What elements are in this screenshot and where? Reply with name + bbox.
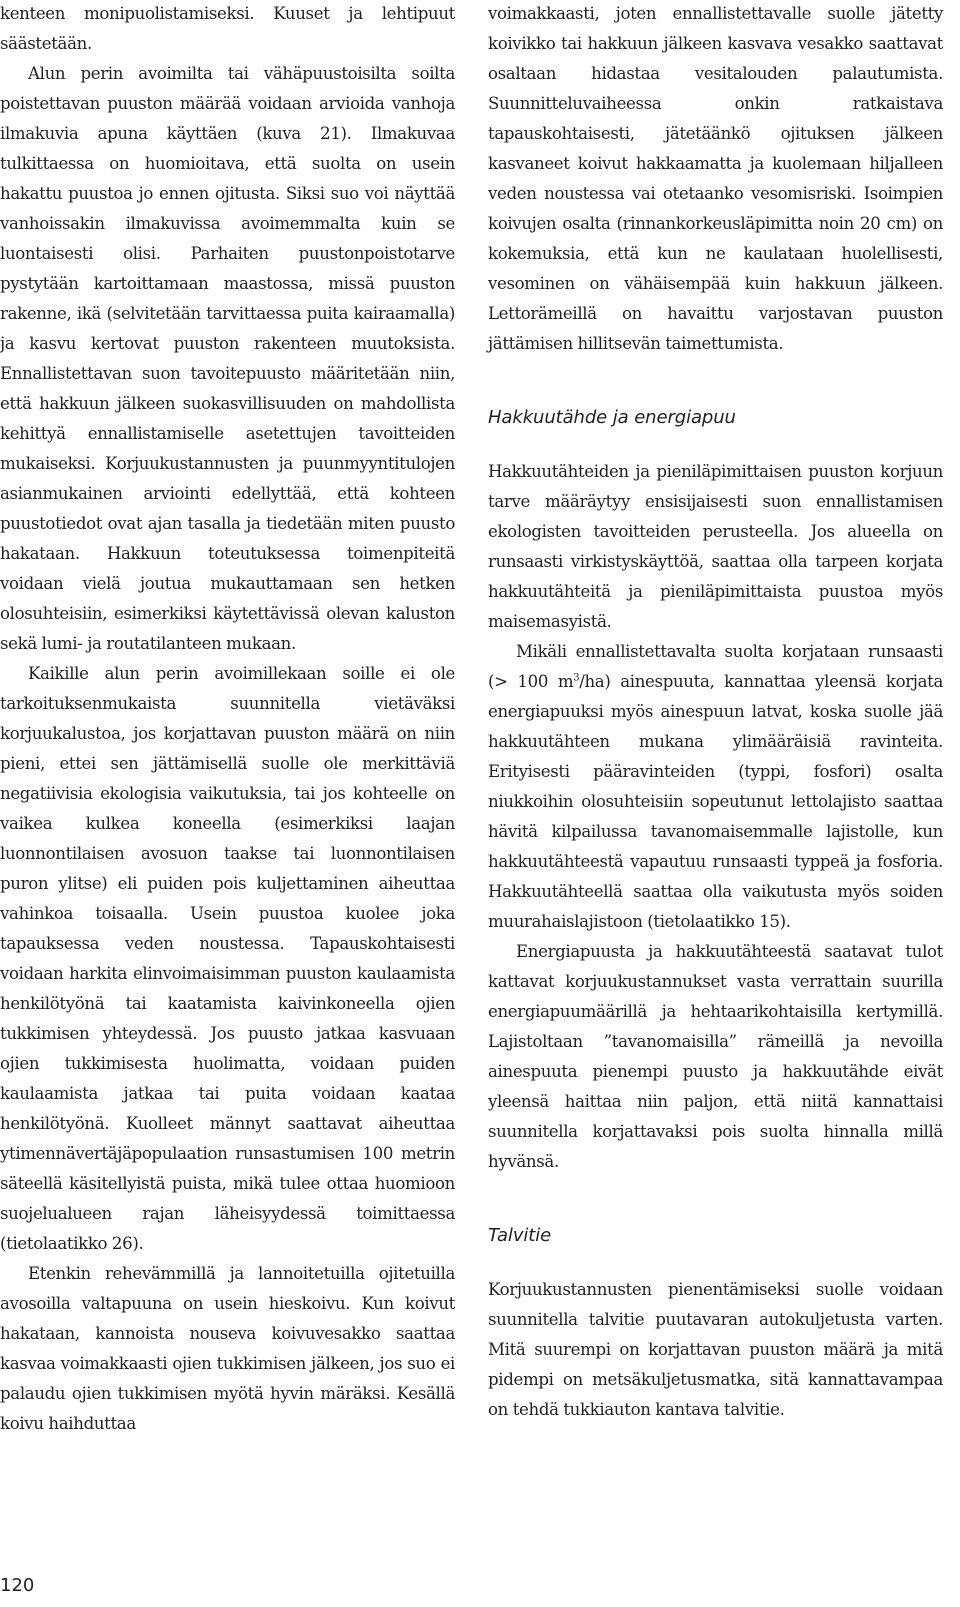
section-heading-logging-residue: Hakkuutähde ja energiapuu (488, 407, 736, 428)
superscript-cubic: 3 (573, 672, 580, 684)
paragraph-winter-road: Korjuukustannusten pienentämiseksi suolle voidaan suunnitella talvitie puutavaran autokuljetusta varten. Mitä suurempi on korjattavan puuston määrä ja mitä pidempi on metsäkuljetusmatka, sitä kannattavampaa on tehdä tukkiauton kantava talvitie. (488, 1280, 943, 1419)
page-number: 120 (0, 1575, 35, 1596)
paragraph-energy-income: Energiapuusta ja hakkuutähteestä saatavat tulot kattavat korjuukustannukset vasta verrattain suurilla energiapuumäärillä ja hehtaarikohtaisilla kertymillä. Lajistoltaan ”tavanomaisilla” rämeillä ja nevoilla ainespuuta pienempi puusto ja hakkuutähde eivät yleensä haittaa niin paljon, että niitä kannattaisi suunnitella korjattavaksi pois suolta hinnalla millä hyvänsä. (488, 942, 943, 1171)
section-heading-winter-road: Talvitie (488, 1225, 552, 1246)
paragraph-residue-need: Hakkuutähteiden ja pieniläpimittaisen puuston korjuun tarve määräytyy ensisijaisesti suon ennallistamisen ekologisten tavoitteiden perusteella. Jos alueella on runsaasti virkistyskäyttöä, saattaa olla tarpeen korjata hakkuutähteitä ja pieniläpimittaista puustoa myös maisemasyistä. (488, 462, 943, 631)
text-fragment: Mikäli ennallistettavalta suolta korjataan runsaasti (> 100 m (488, 642, 943, 691)
paragraph-energy-wood (488, 637, 943, 937)
text-fragment: /ha) ainespuuta, kannattaa yleensä korjata energiapuuksi myös ainespuun latvat, koska suolle jää hakkuutähteen mukana ylimääräisiä ravinteita. Erityisesti pääravinteiden (typpi, fosfori) osalta niukkoihin olosuhteisiin sopeutunut lettolajisto saattaa hävitä kilpailussa tavanomaisemmalle lajistolle, kun hakkuutähteestä vapautuu runsaasti typpeä ja fosforia. Hakkuutähteellä saattaa olla vaikutusta myös soiden muurahaislajistoon (tietolaatikko 15). (488, 672, 943, 931)
right-column (488, 0, 943, 1425)
paragraph-continuation: kenteen monipuolistamiseksi. Kuuset ja lehtipuut säästetään. (0, 4, 455, 53)
paragraph-birch-continuation: voimakkaasti, joten ennallistettavalle suolle jätetty koivikko tai hakkuun jälkeen kasvava vesakko saattavat osaltaan hidastaa vesitalouden palautumista. Suunnitteluvaiheessa onkin ratkaistava tapauskohtaisesti, jätetäänkö ojituksen jälkeen kasvaneet koivut hakkaamatta ja kuolemaan hiljalleen veden noustessa vai otetaanko vesomisriski. Isoimpien koivujen osalta (rinnankorkeusläpimitta noin 20 cm) on kokemuksia, että kun ne kaulataan huolellisesti, vesominen on vähäisempää kuin hakkuun jälkeen. Lettorämeillä on havaittu varjostavan puuston jättämisen hillitsevän taimettumista. (488, 4, 943, 353)
paragraph-open-mire-harvesting: Kaikille alun perin avoimillekaan soille ei ole tarkoituksenmukaista suunnitella vietäväksi korjuukalustoa, jos korjattavan puuston määrä on niin pieni, ettei sen jättämisellä suolle ole merkittäviä negatiivisia ekologisia vaikutuksia, tai jos kohteelle on vaikea kulkea koneella (esimerkiksi laajan luonnontilaisen avosuon taakse tai luonnontilaisen puron ylitse) eli puiden pois kuljettaminen aiheuttaa vahinkoa toisaalla. Usein puustoa kuolee joka tapauksessa veden noustessa. Tapauskohtaisesti voidaan harkita elinvoimaisimman puuston kaulaamista henkilötyönä tai kaatamista kaivinkoneella ojien tukkimisen yhteydessä. Jos puusto jatkaa kasvuaan ojien tukkimisesta huolimatta, voidaan puiden kaulaamista jatkaa tai puita voidaan kaataa henkilötyönä. Kuolleet männyt saattavat aiheuttaa ytimennävertäjäpopulaation runsastumisen 100 metrin säteellä käsitellyistä puista, mikä tulee ottaa huomioon suojelualueen rajan läheisyydessä toimittaessa (tietolaatikko 26). (0, 664, 455, 1253)
left-column (0, 0, 455, 1439)
paragraph-birch-sprouting: Etenkin rehevämmillä ja lannoitetuilla ojitetuilla avosoilla valtapuuna on usein hieskoivu. Kun koivut hakataan, kannoista nouseva koivuvesakko saattaa kasvaa voimakkaasti ojien tukkimisen jälkeen, jos suo ei palaudu ojien tukkimisen myötä hyvin märäksi. Kesällä koivu haihduttaa (0, 1264, 455, 1433)
paragraph-tree-removal-assessment: Alun perin avoimilta tai vähäpuustoisilta soilta poistettavan puuston määrää voidaan arvioida vanhoja ilmakuvia apuna käyttäen (kuva 21). Ilmakuvaa tulkittaessa on huomioitava, että suolta on usein hakattu puustoa jo ennen ojitusta. Siksi suo voi näyttää vanhoissakin ilmakuvissa avoimemmalta kuin se luontaisesti olisi. Parhaiten puustonpoistotarve pystytään kartoittamaan maastossa, missä puuston rakenne, ikä (selvitetään tarvittaessa puita kairaamalla) ja kasvu kertovat puuston rakenteen muutoksista. Ennallistettavan suon tavoitepuusto määritetään niin, että hakkuun jälkeen suokasvillisuuden on mahdollista kehittyä ennallistamiselle asetettujen tavoitteiden mukaiseksi. Korjuukustannusten ja puunmyyntitulojen asianmukainen arviointi edellyttää, että kohteen puustotiedot ovat ajan tasalla ja tiedetään miten puusto hakataan. Hakkuun toteutuksessa toimenpiteitä voidaan vielä joutua mukauttamaan sen hetken olosuhteisiin, esimerkiksi käytettävissä olevan kaluston sekä lumi- ja routatilanteen mukaan. (0, 64, 455, 653)
